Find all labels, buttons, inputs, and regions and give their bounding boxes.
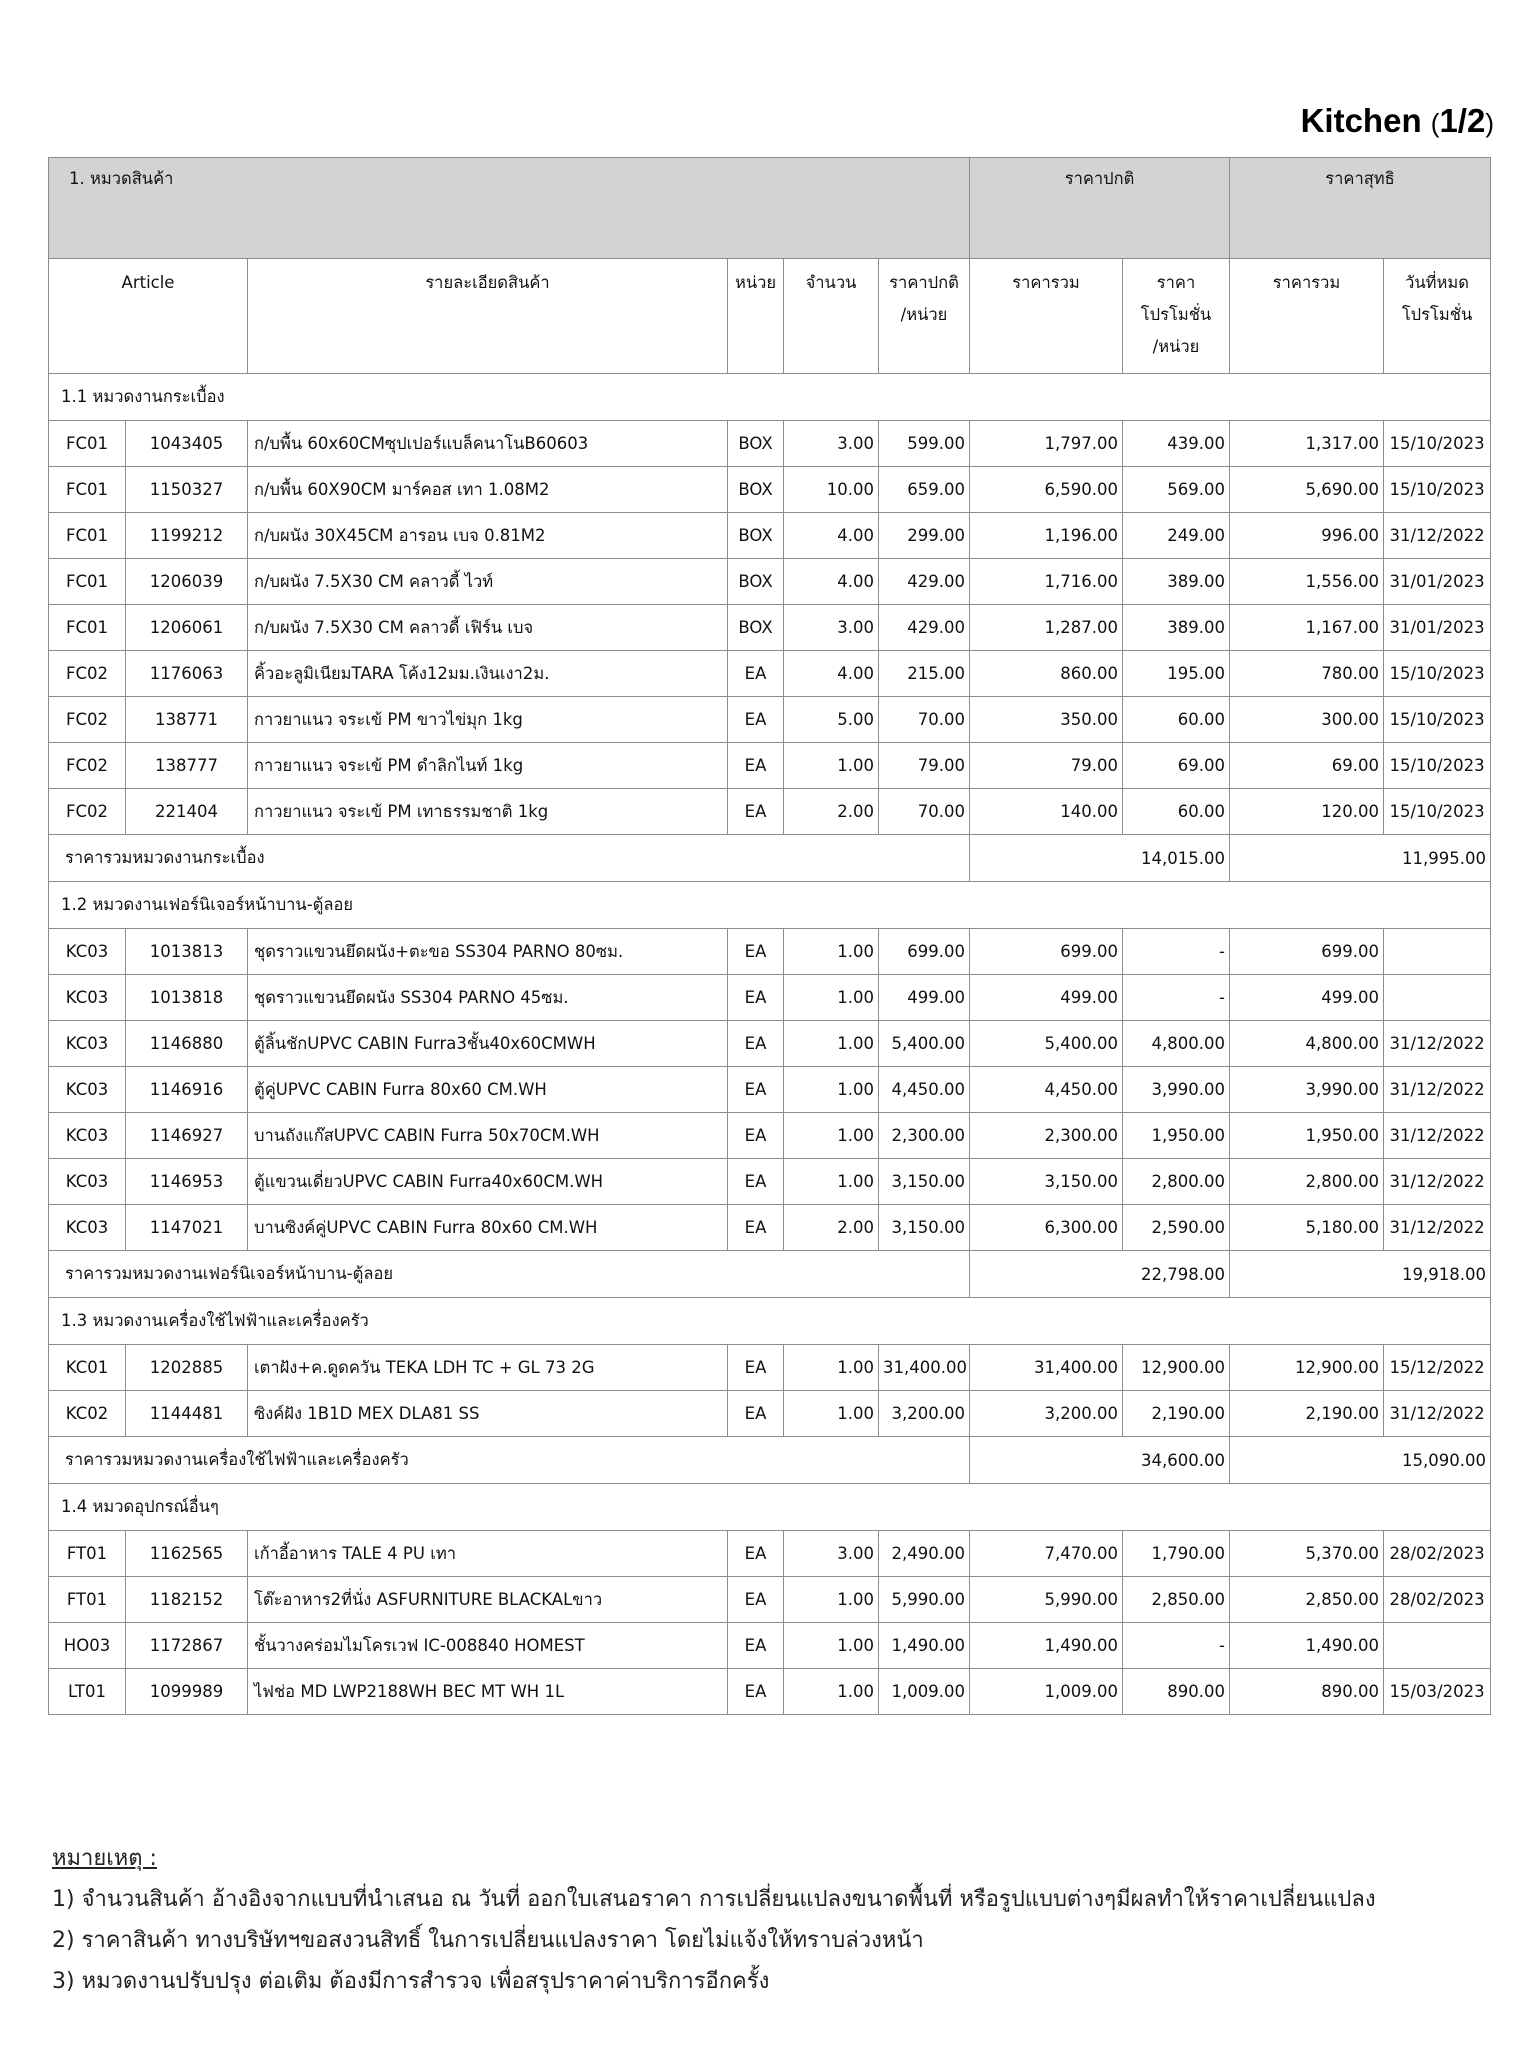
cell-regular-total: 31,400.00	[970, 1345, 1123, 1391]
cell-unit: EA	[728, 1577, 784, 1623]
cell-promo-total: 5,180.00	[1230, 1205, 1384, 1251]
cell-regular-unit-price: 215.00	[879, 651, 970, 697]
cell-quantity: 4.00	[784, 559, 879, 605]
cell-regular-unit-price: 2,490.00	[879, 1531, 970, 1577]
cell-promo-total: 5,370.00	[1230, 1531, 1384, 1577]
subtotal-regular: 34,600.00	[970, 1437, 1230, 1484]
cell-description: คิ้วอะลูมิเนียมTARA โค้ง12มม.เงินเงา2ม.	[248, 651, 728, 697]
cell-unit: EA	[728, 789, 784, 835]
table-row	[49, 1205, 1491, 1251]
col-regular-total: ราคารวม	[970, 259, 1123, 374]
col-unit: หน่วย	[728, 259, 784, 374]
cell-promo-unit-price: 389.00	[1123, 559, 1230, 605]
cell-unit: EA	[728, 743, 784, 789]
cell-description: ชั้นวางคร่อมไมโครเวฟ IC-008840 HOMEST	[248, 1623, 728, 1669]
cell-unit: EA	[728, 1345, 784, 1391]
cell-promo-end-date: 15/10/2023	[1384, 789, 1491, 835]
cell-regular-unit-price: 3,150.00	[879, 1159, 970, 1205]
cell-quantity: 1.00	[784, 929, 879, 975]
section-title: 1.3 หมวดงานเครื่องใช้ไฟฟ้าและเครื่องครัว	[49, 1298, 1491, 1345]
regular-price-header: ราคาปกติ	[970, 158, 1230, 259]
cell-promo-end-date: 31/12/2022	[1384, 1067, 1491, 1113]
col-promo-unit-price-line1: ราคา	[1156, 273, 1196, 292]
cell-regular-unit-price: 659.00	[879, 467, 970, 513]
cell-quantity: 1.00	[784, 1021, 879, 1067]
cell-regular-total: 499.00	[970, 975, 1123, 1021]
cell-regular-unit-price: 499.00	[879, 975, 970, 1021]
cell-promo-end-date: 31/12/2022	[1384, 1159, 1491, 1205]
cell-quantity: 2.00	[784, 1205, 879, 1251]
cell-promo-unit-price: 2,800.00	[1123, 1159, 1230, 1205]
cell-description: กาวยาแนว จระเข้ PM ขาวไข่มุก 1kg	[248, 697, 728, 743]
cell-promo-unit-price: 569.00	[1123, 467, 1230, 513]
cell-promo-total: 2,190.00	[1230, 1391, 1384, 1437]
cell-promo-end-date: 15/10/2023	[1384, 743, 1491, 789]
cell-promo-total: 996.00	[1230, 513, 1384, 559]
cell-article-number: 1176063	[126, 651, 248, 697]
cell-category-code: KC03	[49, 1067, 126, 1113]
document-title	[1301, 102, 1494, 140]
cell-unit: EA	[728, 1531, 784, 1577]
cell-article-number: 138771	[126, 697, 248, 743]
col-promo-unit-price-line3: /หน่วย	[1152, 337, 1200, 356]
table-row	[49, 421, 1491, 467]
cell-quantity: 2.00	[784, 789, 879, 835]
subtotal-net	[1230, 1437, 1491, 1484]
cell-regular-unit-price: 429.00	[879, 559, 970, 605]
cell-unit: EA	[728, 1669, 784, 1715]
cell-description: ตู้แขวนเดี่ยวUPVC CABIN Furra40x60CM.WH	[248, 1159, 728, 1205]
cell-promo-unit-price: -	[1123, 929, 1230, 975]
notes-block	[52, 1838, 1376, 2002]
column-header-row	[49, 259, 1491, 374]
cell-category-code: KC03	[49, 1113, 126, 1159]
section-header-row	[49, 882, 1491, 929]
title-paren-close: )	[1485, 108, 1494, 138]
cell-promo-end-date: 15/10/2023	[1384, 651, 1491, 697]
subtotal-net-value: 19,918.00	[1402, 1264, 1487, 1284]
cell-article-number: 1013818	[126, 975, 248, 1021]
cell-article-number: 1146927	[126, 1113, 248, 1159]
cell-promo-end-date: 31/12/2022	[1384, 1205, 1491, 1251]
cell-unit: EA	[728, 697, 784, 743]
cell-unit: EA	[728, 1113, 784, 1159]
title-paren-open: (	[1430, 108, 1440, 138]
cell-unit: EA	[728, 1391, 784, 1437]
cell-promo-total: 120.00	[1230, 789, 1384, 835]
table-row	[49, 1577, 1491, 1623]
table-row	[49, 651, 1491, 697]
cell-regular-total: 699.00	[970, 929, 1123, 975]
cell-promo-total: 1,556.00	[1230, 559, 1384, 605]
cell-category-code: FC02	[49, 789, 126, 835]
cell-regular-total: 6,300.00	[970, 1205, 1123, 1251]
table-row	[49, 559, 1491, 605]
cell-quantity: 1.00	[784, 1345, 879, 1391]
note-item-3: 3) หมวดงานปรับปรุง ต่อเติม ต้องมีการสำรวจ เพื่อสรุปราคาค่าบริการอีกครั้ง	[52, 1969, 770, 1994]
subtotal-net-value: 15,090.00	[1402, 1450, 1487, 1470]
cell-quantity: 1.00	[784, 1577, 879, 1623]
cell-promo-total: 1,167.00	[1230, 605, 1384, 651]
table-row	[49, 697, 1491, 743]
cell-article-number: 1172867	[126, 1623, 248, 1669]
cell-article-number: 1206061	[126, 605, 248, 651]
cell-promo-unit-price: 2,590.00	[1123, 1205, 1230, 1251]
subtotal-label: ราคารวมหมวดงานเฟอร์นิเจอร์หน้าบาน-ตู้ลอย	[49, 1251, 970, 1298]
subtotal-net-value: 11,995.00	[1402, 848, 1487, 868]
cell-article-number: 1150327	[126, 467, 248, 513]
cell-quantity: 3.00	[784, 1531, 879, 1577]
cell-quantity: 1.00	[784, 1067, 879, 1113]
cell-description: ตู้ลิ้นชักUPVC CABIN Furra3ชั้น40x60CMWH	[248, 1021, 728, 1067]
cell-regular-unit-price: 70.00	[879, 789, 970, 835]
cell-quantity: 1.00	[784, 1623, 879, 1669]
cell-promo-end-date: 28/02/2023	[1384, 1577, 1491, 1623]
cell-category-code: FC02	[49, 697, 126, 743]
cell-unit: EA	[728, 975, 784, 1021]
cell-promo-end-date: 31/12/2022	[1384, 1021, 1491, 1067]
cell-regular-total: 3,200.00	[970, 1391, 1123, 1437]
cell-promo-end-date: 31/12/2022	[1384, 513, 1491, 559]
section-title: 1.4 หมวดอุปกรณ์อื่นๆ	[49, 1484, 1491, 1531]
cell-regular-total: 860.00	[970, 651, 1123, 697]
cell-category-code: KC01	[49, 1345, 126, 1391]
cell-category-code: FC01	[49, 421, 126, 467]
table-row	[49, 467, 1491, 513]
cell-promo-total: 499.00	[1230, 975, 1384, 1021]
cell-quantity: 5.00	[784, 697, 879, 743]
cell-promo-total: 5,690.00	[1230, 467, 1384, 513]
cell-category-code: FC01	[49, 513, 126, 559]
cell-regular-total: 1,716.00	[970, 559, 1123, 605]
cell-description: ตู้คู่UPVC CABIN Furra 80x60 CM.WH	[248, 1067, 728, 1113]
cell-unit: EA	[728, 1159, 784, 1205]
table-row	[49, 1067, 1491, 1113]
cell-promo-end-date: 15/03/2023	[1384, 1669, 1491, 1715]
cell-promo-end-date	[1384, 929, 1491, 975]
cell-promo-end-date: 15/10/2023	[1384, 467, 1491, 513]
cell-category-code: FT01	[49, 1577, 126, 1623]
table-row	[49, 789, 1491, 835]
cell-regular-total: 79.00	[970, 743, 1123, 789]
subtotal-label: ราคารวมหมวดงานเครื่องใช้ไฟฟ้าและเครื่องครัว	[49, 1437, 970, 1484]
col-regular-unit-price-line1: ราคาปกติ	[889, 273, 959, 292]
cell-regular-total: 1,196.00	[970, 513, 1123, 559]
table-row	[49, 1113, 1491, 1159]
cell-description: กาวยาแนว จระเข้ PM เทาธรรมชาติ 1kg	[248, 789, 728, 835]
cell-promo-end-date: 15/10/2023	[1384, 421, 1491, 467]
cell-regular-unit-price: 1,490.00	[879, 1623, 970, 1669]
cell-promo-end-date: 31/12/2022	[1384, 1391, 1491, 1437]
cell-promo-unit-price: 389.00	[1123, 605, 1230, 651]
section-title: 1.2 หมวดงานเฟอร์นิเจอร์หน้าบาน-ตู้ลอย	[49, 882, 1491, 929]
note-item-1: 1) จำนวนสินค้า อ้างอิงจากแบบที่นำเสนอ ณ วันที่ ออกใบเสนอราคา การเปลี่ยนแปลงขนาดพื้นที่ หรือรูปแบบต่างๆมีผลทำให้ราคาเปลี่ยนแปลง	[52, 1887, 1376, 1912]
table-row	[49, 1345, 1491, 1391]
col-regular-unit-price	[879, 259, 970, 374]
table-row	[49, 929, 1491, 975]
cell-quantity: 1.00	[784, 1669, 879, 1715]
cell-article-number: 1206039	[126, 559, 248, 605]
cell-regular-total: 5,400.00	[970, 1021, 1123, 1067]
col-article: Article	[49, 259, 248, 374]
notes-title: หมายเหตุ :	[52, 1846, 157, 1871]
cell-promo-unit-price: 1,790.00	[1123, 1531, 1230, 1577]
cell-description: เตาฝัง+ค.ดูดควัน TEKA LDH TC + GL 73 2G	[248, 1345, 728, 1391]
cell-regular-unit-price: 79.00	[879, 743, 970, 789]
cell-description: ก/บพื้น 60X90CM มาร์คอส เทา 1.08M2	[248, 467, 728, 513]
cell-article-number: 1199212	[126, 513, 248, 559]
cell-regular-unit-price: 4,450.00	[879, 1067, 970, 1113]
table-row	[49, 1021, 1491, 1067]
cell-regular-unit-price: 3,150.00	[879, 1205, 970, 1251]
cell-description: ซิงค์ฝัง 1B1D MEX DLA81 SS	[248, 1391, 728, 1437]
cell-regular-unit-price: 599.00	[879, 421, 970, 467]
cell-promo-unit-price: 69.00	[1123, 743, 1230, 789]
cell-article-number: 1043405	[126, 421, 248, 467]
cell-promo-unit-price: 3,990.00	[1123, 1067, 1230, 1113]
cell-promo-unit-price: 890.00	[1123, 1669, 1230, 1715]
section-header-row	[49, 1484, 1491, 1531]
cell-promo-unit-price: 12,900.00	[1123, 1345, 1230, 1391]
cell-regular-total: 2,300.00	[970, 1113, 1123, 1159]
cell-regular-unit-price: 5,400.00	[879, 1021, 970, 1067]
cell-promo-total: 780.00	[1230, 651, 1384, 697]
table-row	[49, 975, 1491, 1021]
cell-regular-unit-price: 31,400.00	[879, 1345, 970, 1391]
cell-regular-unit-price: 70.00	[879, 697, 970, 743]
cell-article-number: 138777	[126, 743, 248, 789]
cell-quantity: 1.00	[784, 743, 879, 789]
cell-unit: EA	[728, 651, 784, 697]
cell-description: ไฟช่อ MD LWP2188WH BEC MT WH 1L	[248, 1669, 728, 1715]
cell-description: ชุดราวแขวนยึดผนัง+ตะขอ SS304 PARNO 80ซม.	[248, 929, 728, 975]
cell-regular-total: 6,590.00	[970, 467, 1123, 513]
col-description: รายละเอียดสินค้า	[248, 259, 728, 374]
cell-regular-unit-price: 3,200.00	[879, 1391, 970, 1437]
col-promo-end-date	[1384, 259, 1491, 374]
col-promo-unit-price	[1123, 259, 1230, 374]
cell-category-code: KC03	[49, 1159, 126, 1205]
subtotal-regular: 22,798.00	[970, 1251, 1230, 1298]
cell-category-code: KC03	[49, 929, 126, 975]
cell-article-number: 1146880	[126, 1021, 248, 1067]
cell-regular-total: 7,470.00	[970, 1531, 1123, 1577]
cell-promo-total: 4,800.00	[1230, 1021, 1384, 1067]
cell-promo-unit-price: 60.00	[1123, 789, 1230, 835]
cell-quantity: 3.00	[784, 605, 879, 651]
cell-regular-total: 1,490.00	[970, 1623, 1123, 1669]
subtotal-row	[49, 835, 1491, 882]
cell-quantity: 1.00	[784, 975, 879, 1021]
net-price-header: ราคาสุทธิ	[1230, 158, 1491, 259]
cell-promo-unit-price: 195.00	[1123, 651, 1230, 697]
cell-description: ก/บผนัง 7.5X30 CM คลาวดี้ ไวท์	[248, 559, 728, 605]
subtotal-regular: 14,015.00	[970, 835, 1230, 882]
cell-regular-unit-price: 699.00	[879, 929, 970, 975]
col-promo-end-date-line2: โปรโมชั่น	[1401, 305, 1473, 324]
cell-promo-unit-price: 2,850.00	[1123, 1577, 1230, 1623]
cell-promo-total: 1,317.00	[1230, 421, 1384, 467]
cell-promo-end-date: 28/02/2023	[1384, 1531, 1491, 1577]
category-header: 1. หมวดสินค้า	[49, 158, 970, 259]
col-promo-total: ราคารวม	[1230, 259, 1384, 374]
cell-promo-end-date: 31/01/2023	[1384, 605, 1491, 651]
subtotal-label: ราคารวมหมวดงานกระเบื้อง	[49, 835, 970, 882]
cell-category-code: HO03	[49, 1623, 126, 1669]
cell-promo-unit-price: 439.00	[1123, 421, 1230, 467]
cell-category-code: FC01	[49, 559, 126, 605]
cell-promo-total: 3,990.00	[1230, 1067, 1384, 1113]
table-row	[49, 513, 1491, 559]
section-header-row	[49, 374, 1491, 421]
cell-regular-unit-price: 429.00	[879, 605, 970, 651]
cell-regular-total: 1,287.00	[970, 605, 1123, 651]
col-promo-end-date-line1: วันที่หมด	[1405, 273, 1469, 292]
cell-promo-total: 300.00	[1230, 697, 1384, 743]
cell-promo-total: 1,950.00	[1230, 1113, 1384, 1159]
cell-promo-total: 2,850.00	[1230, 1577, 1384, 1623]
cell-regular-total: 4,450.00	[970, 1067, 1123, 1113]
table-row	[49, 1391, 1491, 1437]
cell-description: โต๊ะอาหาร2ที่นั่ง ASFURNITURE BLACKALขาว	[248, 1577, 728, 1623]
cell-article-number: 1147021	[126, 1205, 248, 1251]
cell-regular-total: 1,009.00	[970, 1669, 1123, 1715]
quotation-table	[48, 157, 1491, 1715]
cell-promo-end-date	[1384, 1623, 1491, 1669]
cell-promo-total: 1,490.00	[1230, 1623, 1384, 1669]
cell-promo-unit-price: 4,800.00	[1123, 1021, 1230, 1067]
cell-quantity: 1.00	[784, 1113, 879, 1159]
cell-quantity: 4.00	[784, 651, 879, 697]
header-band-row	[49, 158, 1491, 259]
cell-category-code: FC02	[49, 743, 126, 789]
cell-promo-total: 69.00	[1230, 743, 1384, 789]
cell-description: ก/บผนัง 30X45CM อารอน เบจ 0.81M2	[248, 513, 728, 559]
cell-category-code: KC02	[49, 1391, 126, 1437]
cell-article-number: 1099989	[126, 1669, 248, 1715]
cell-description: กาวยาแนว จระเข้ PM ดำลิกไนท์ 1kg	[248, 743, 728, 789]
cell-category-code: KC03	[49, 1205, 126, 1251]
cell-article-number: 1013813	[126, 929, 248, 975]
cell-promo-end-date: 31/01/2023	[1384, 559, 1491, 605]
cell-regular-unit-price: 299.00	[879, 513, 970, 559]
cell-promo-end-date: 15/12/2022	[1384, 1345, 1491, 1391]
cell-promo-unit-price: -	[1123, 1623, 1230, 1669]
section-header-row	[49, 1298, 1491, 1345]
cell-regular-total: 3,150.00	[970, 1159, 1123, 1205]
cell-regular-unit-price: 2,300.00	[879, 1113, 970, 1159]
cell-description: เก้าอี้อาหาร TALE 4 PU เทา	[248, 1531, 728, 1577]
cell-article-number: 1146953	[126, 1159, 248, 1205]
title-main: Kitchen	[1300, 102, 1422, 139]
table-row	[49, 1159, 1491, 1205]
cell-promo-unit-price: 249.00	[1123, 513, 1230, 559]
cell-quantity: 3.00	[784, 421, 879, 467]
table-body	[49, 374, 1491, 1715]
cell-regular-total: 350.00	[970, 697, 1123, 743]
table-row	[49, 1623, 1491, 1669]
cell-unit: EA	[728, 1205, 784, 1251]
subtotal-row	[49, 1437, 1491, 1484]
cell-unit: BOX	[728, 421, 784, 467]
table-row	[49, 1531, 1491, 1577]
cell-category-code: FC01	[49, 467, 126, 513]
cell-category-code: FC01	[49, 605, 126, 651]
col-qty: จำนวน	[784, 259, 879, 374]
cell-promo-end-date: 15/10/2023	[1384, 697, 1491, 743]
col-regular-unit-price-line2: /หน่วย	[900, 305, 948, 324]
cell-unit: BOX	[728, 559, 784, 605]
cell-quantity: 1.00	[784, 1159, 879, 1205]
cell-article-number: 1144481	[126, 1391, 248, 1437]
cell-regular-total: 1,797.00	[970, 421, 1123, 467]
cell-article-number: 221404	[126, 789, 248, 835]
cell-regular-total: 5,990.00	[970, 1577, 1123, 1623]
cell-category-code: FT01	[49, 1531, 126, 1577]
subtotal-net	[1230, 1251, 1491, 1298]
cell-promo-unit-price: -	[1123, 975, 1230, 1021]
table-row	[49, 605, 1491, 651]
cell-unit: BOX	[728, 513, 784, 559]
cell-unit: EA	[728, 1623, 784, 1669]
cell-article-number: 1162565	[126, 1531, 248, 1577]
note-item-2: 2) ราคาสินค้า ทางบริษัทฯขอสงวนสิทธิ์ ในการเปลี่ยนแปลงราคา โดยไม่แจ้งให้ทราบล่วงหน้า	[52, 1928, 924, 1953]
cell-description: ก/บผนัง 7.5X30 CM คลาวดี้ เฟิร์น เบจ	[248, 605, 728, 651]
cell-description: ก/บพื้น 60x60CMซุปเปอร์แบล็คนาโนB60603	[248, 421, 728, 467]
cell-description: ชุดราวแขวนยึดผนัง SS304 PARNO 45ซม.	[248, 975, 728, 1021]
cell-regular-unit-price: 5,990.00	[879, 1577, 970, 1623]
cell-category-code: KC03	[49, 1021, 126, 1067]
cell-promo-end-date: 31/12/2022	[1384, 1113, 1491, 1159]
subtotal-net	[1230, 835, 1491, 882]
cell-quantity: 4.00	[784, 513, 879, 559]
table-row	[49, 743, 1491, 789]
cell-article-number: 1202885	[126, 1345, 248, 1391]
cell-article-number: 1182152	[126, 1577, 248, 1623]
cell-promo-unit-price: 2,190.00	[1123, 1391, 1230, 1437]
cell-unit: EA	[728, 1021, 784, 1067]
cell-unit: BOX	[728, 467, 784, 513]
cell-unit: EA	[728, 1067, 784, 1113]
cell-promo-unit-price: 60.00	[1123, 697, 1230, 743]
cell-description: บานซิงค์คู่UPVC CABIN Furra 80x60 CM.WH	[248, 1205, 728, 1251]
cell-promo-unit-price: 1,950.00	[1123, 1113, 1230, 1159]
cell-promo-total: 699.00	[1230, 929, 1384, 975]
cell-unit: EA	[728, 929, 784, 975]
section-title: 1.1 หมวดงานกระเบื้อง	[49, 374, 1491, 421]
cell-promo-end-date	[1384, 975, 1491, 1021]
title-page-number: 1/2	[1439, 102, 1486, 139]
cell-unit: BOX	[728, 605, 784, 651]
cell-quantity: 1.00	[784, 1391, 879, 1437]
cell-category-code: FC02	[49, 651, 126, 697]
cell-regular-unit-price: 1,009.00	[879, 1669, 970, 1715]
cell-promo-total: 2,800.00	[1230, 1159, 1384, 1205]
table-row	[49, 1669, 1491, 1715]
cell-category-code: KC03	[49, 975, 126, 1021]
col-promo-unit-price-line2: โปรโมชั่น	[1140, 305, 1212, 324]
cell-article-number: 1146916	[126, 1067, 248, 1113]
cell-category-code: LT01	[49, 1669, 126, 1715]
cell-regular-total: 140.00	[970, 789, 1123, 835]
cell-promo-total: 12,900.00	[1230, 1345, 1384, 1391]
cell-quantity: 10.00	[784, 467, 879, 513]
cell-promo-total: 890.00	[1230, 1669, 1384, 1715]
subtotal-row	[49, 1251, 1491, 1298]
cell-description: บานถังแก๊สUPVC CABIN Furra 50x70CM.WH	[248, 1113, 728, 1159]
